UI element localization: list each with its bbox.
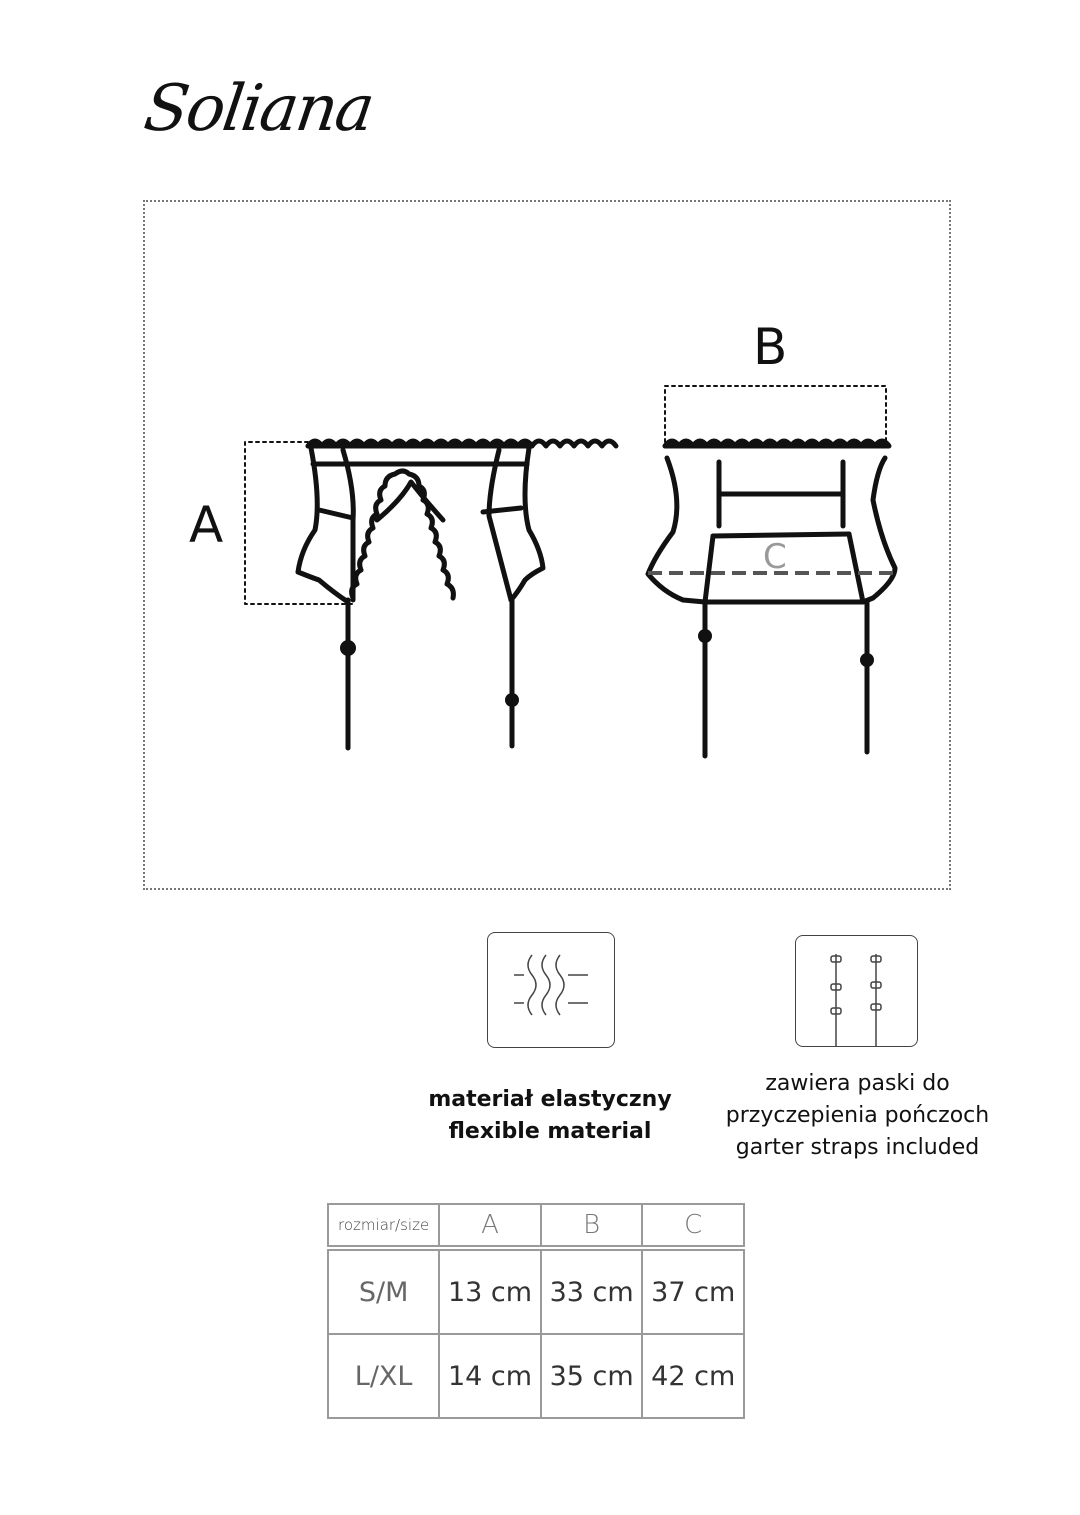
flexible-material-line-2: flexible material <box>448 1119 652 1144</box>
value-cell: 33 cm <box>541 1248 643 1334</box>
value-cell: 14 cm <box>439 1334 541 1418</box>
garter-straps-line-3: garter straps included <box>735 1135 980 1160</box>
value-cell: 42 cm <box>642 1334 744 1418</box>
value-cell: 35 cm <box>541 1334 643 1418</box>
garter-straps-label <box>700 1068 1015 1164</box>
back-right-clip <box>860 653 874 667</box>
value-cell: 13 cm <box>439 1248 541 1334</box>
front-view-drawing <box>245 441 616 748</box>
header-size: rozmiar/size <box>328 1204 439 1248</box>
flexible-material-icon <box>487 932 615 1048</box>
garter-belt-diagram <box>143 200 951 890</box>
back-left-clip <box>698 629 712 643</box>
header-a: A <box>439 1204 541 1248</box>
garter-straps-line-1: zawiera paski do <box>765 1071 950 1096</box>
flexible-material-label <box>410 1084 690 1148</box>
front-left-clip <box>340 640 356 656</box>
table-row <box>328 1248 744 1334</box>
dimension-label-a: A <box>189 496 224 554</box>
header-b: B <box>541 1204 643 1248</box>
value-cell: 37 cm <box>642 1248 744 1334</box>
flexible-material-line-1: materiał elastyczny <box>428 1087 672 1112</box>
dimension-label-b: B <box>753 318 788 376</box>
dimension-label-c: C <box>763 537 787 577</box>
header-c: C <box>642 1204 744 1248</box>
size-table-header <box>328 1204 744 1248</box>
size-cell: L/XL <box>328 1334 439 1418</box>
garter-straps-line-2: przyczepienia pończoch <box>725 1103 990 1128</box>
product-title: Soliana <box>139 72 378 146</box>
table-row <box>328 1334 744 1418</box>
garter-straps-icon <box>795 935 918 1047</box>
front-right-clip <box>505 693 519 707</box>
size-table <box>327 1203 745 1419</box>
size-cell: S/M <box>328 1248 439 1334</box>
